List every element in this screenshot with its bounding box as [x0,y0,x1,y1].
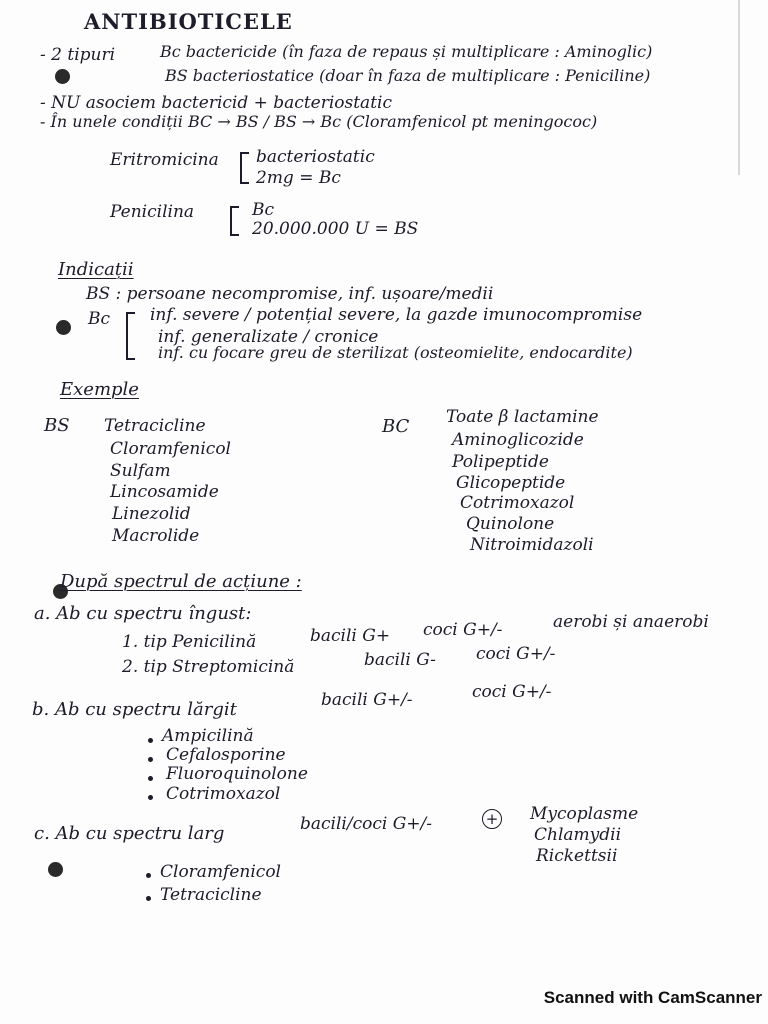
exemple-bc-item: Quinolone [466,514,555,534]
spectru-c-extra: Rickettsii [536,846,618,866]
spectru-b-bacili: bacili G+/- [321,690,413,710]
spectru-a-item1-coci: coci G+/- [423,620,503,640]
spectru-b-item: Cefalosporine [166,745,286,765]
spectru-b-item: Ampicilină [162,726,254,746]
exemple-bc-item: Nitroimidazoli [470,535,594,555]
exemple-bs-item: Linezolid [112,504,191,524]
spectru-c-item: Tetracicline [160,885,262,905]
exemple-bs-item: Lincosamide [110,482,219,502]
camscanner-watermark: Scanned with CamScanner [543,988,762,1007]
eritromicina-bracket [240,152,249,184]
exemple-bc-label: BC [382,416,410,437]
spectru-b-label: b. Ab cu spectru lărgit [32,699,237,720]
spectru-a-label: a. Ab cu spectru îngust: [34,603,252,624]
indicatii-bracket [126,312,135,360]
plus-sign: + [485,810,499,828]
spectru-a-item2-coci: coci G+/- [476,644,556,664]
penicilina-bracket [230,206,239,236]
conditii-line: - În unele condiții BC → BS / BS → Bc (Cloramfenicol pt meningococ) [40,112,598,131]
exemple-bc-item: Cotrimoxazol [460,493,575,513]
exemple-bc-item: Toate β lactamine [446,407,599,427]
punch-hole-bottom [48,862,63,877]
exemple-heading: Exemple [60,379,139,400]
spectru-a-item2-bacili: bacili G- [364,650,436,670]
exemple-bs-item: Macrolide [112,526,200,546]
penicilina-line2: 20.000.000 U = BS [252,219,419,239]
eritromicina-label: Eritromicina [110,150,219,170]
spectru-a-item1-extra: aerobi și anaerobi [553,612,709,632]
spectru-a-item2-name: 2. tip Streptomicină [122,657,295,677]
exemple-bs-item: Sulfam [110,461,171,481]
spectru-b-item: Fluoroquinolone [166,764,308,784]
spectru-c-desc: bacili/coci G+/- [300,814,432,834]
spectru-c-item: Cloramfenicol [160,862,281,882]
bullet [146,873,151,878]
punch-hole-top [55,69,70,84]
spectru-b-coci: coci G+/- [472,682,552,702]
exemple-bc-item: Glicopeptide [456,473,566,493]
tipuri-label: - 2 tipuri [40,45,116,65]
spectru-b-item: Cotrimoxazol [166,784,281,804]
bs-definition: BS bacteriostatice (doar în faza de multiplicare : Peniciline) [165,66,651,85]
eritromicina-line1: bacteriostatic [256,147,375,167]
bullet [146,896,151,901]
exemple-bs-label: BS [44,415,70,436]
penicilina-label: Penicilina [110,202,195,222]
nu-asociem-line: - NU asociem bactericid + bacteriostatic [40,93,392,113]
page-title: ANTIBIOTICELE [84,9,293,34]
eritromicina-line2: 2mg = Bc [256,168,341,188]
indicatii-bc-item-1: inf. severe / potențial severe, la gazde imunocompromise [150,305,643,325]
spectru-a-item1-bacili: bacili G+ [310,626,391,646]
page-fold-edge [738,0,740,175]
spectru-c-label: c. Ab cu spectru larg [34,823,225,844]
bc-definition: Bc bactericide (în faza de repaus și multiplicare : Aminoglic) [160,42,653,61]
punch-hole-middle [56,320,71,335]
bullet [148,795,153,800]
exemple-bc-item: Aminoglicozide [452,430,584,450]
plus-circle-icon [482,809,502,829]
bullet [148,738,153,743]
bullet [148,776,153,781]
indicatii-bc-label: Bc [88,309,111,329]
spectru-heading: După spectrul de acțiune : [60,571,302,592]
exemple-bs-item: Cloramfenicol [110,439,231,459]
spectru-c-extra: Chlamydii [534,825,622,845]
penicilina-line1: Bc [252,200,275,220]
indicatii-heading: Indicații [58,259,134,280]
indicatii-bc-item-2: inf. generalizate / cronice [158,327,379,347]
exemple-bs-item: Tetracicline [104,416,206,436]
exemple-bc-item: Polipeptide [452,452,549,472]
indicatii-bc-item-3: inf. cu focare greu de sterilizat (osteomielite, endocardite) [158,343,633,362]
bullet [148,757,153,762]
spectru-c-extra: Mycoplasme [530,804,639,824]
spectru-a-item1-name: 1. tip Penicilină [122,632,257,652]
indicatii-bs-line: BS : persoane necompromise, inf. ușoare/medii [86,284,494,304]
